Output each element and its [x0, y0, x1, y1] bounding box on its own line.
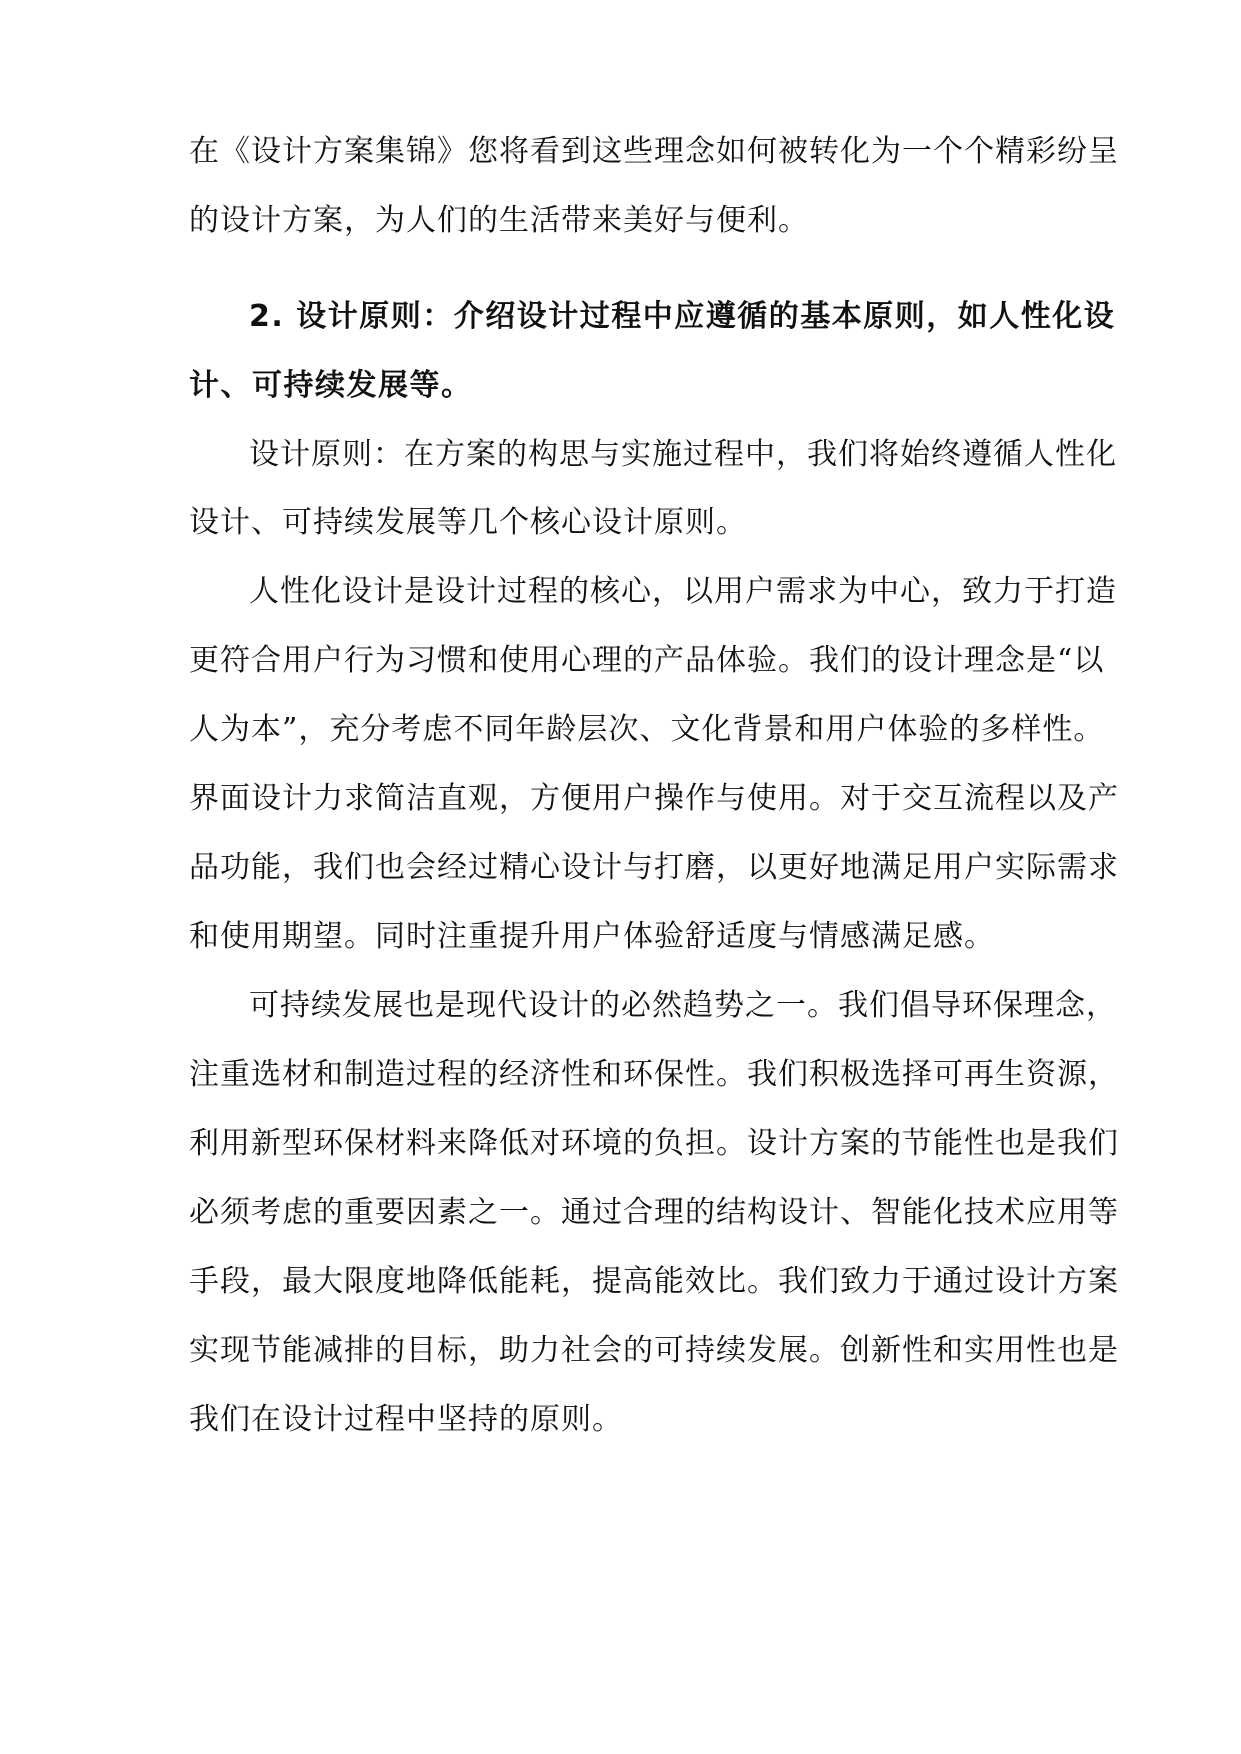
sustainable-line-6: 实现节能减排的目标，助力社会的可持续发展。创新性和实用性也是: [189, 1333, 1119, 1368]
humanized-line-6: 和使用期望。同时注重提升用户体验舒适度与情感满足感。: [189, 919, 995, 954]
sustainable-line-7: 我们在设计过程中坚持的原则。: [189, 1402, 623, 1437]
principles-line-2: 设计、可持续发展等几个核心设计原则。: [189, 505, 747, 540]
sustainable-line-1: 可持续发展也是现代设计的必然趋势之一。我们倡导环保理念，: [249, 988, 1117, 1023]
intro-line-1: 在《设计方案集锦》您将看到这些理念如何被转化为一个个精彩纷呈: [189, 134, 1119, 169]
intro-line-2: 的设计方案，为人们的生活带来美好与便利。: [189, 203, 809, 238]
humanized-line-2: 更符合用户行为习惯和使用心理的产品体验。我们的设计理念是“以: [189, 643, 1105, 678]
humanized-line-1: 人性化设计是设计过程的核心，以用户需求为中心，致力于打造: [249, 574, 1117, 609]
sustainable-line-3: 利用新型环保材料来降低对环境的负担。设计方案的节能性也是我们: [189, 1126, 1119, 1161]
sustainable-line-4: 必须考虑的重要因素之一。通过合理的结构设计、智能化技术应用等: [189, 1195, 1119, 1230]
humanized-line-4: 界面设计力求简洁直观，方便用户操作与使用。对于交互流程以及产: [189, 781, 1119, 816]
sustainable-line-2: 注重选材和制造过程的经济性和环保性。我们积极选择可再生资源，: [189, 1057, 1119, 1092]
sustainable-line-5: 手段，最大限度地降低能耗，提高能效比。我们致力于通过设计方案: [189, 1264, 1119, 1299]
humanized-line-5: 品功能，我们也会经过精心设计与打磨，以更好地满足用户实际需求: [189, 850, 1119, 885]
principles-line-1: 设计原则：在方案的构思与实施过程中，我们将始终遵循人性化: [249, 437, 1117, 472]
humanized-line-3: 人为本”，充分考虑不同年龄层次、文化背景和用户体验的多样性。: [189, 712, 1105, 747]
section-heading-line-1: 2. 设计原则：介绍设计过程中应遵循的基本原则，如人性化设: [249, 299, 1116, 334]
section-heading-line-2: 计、可持续发展等。: [189, 368, 473, 403]
